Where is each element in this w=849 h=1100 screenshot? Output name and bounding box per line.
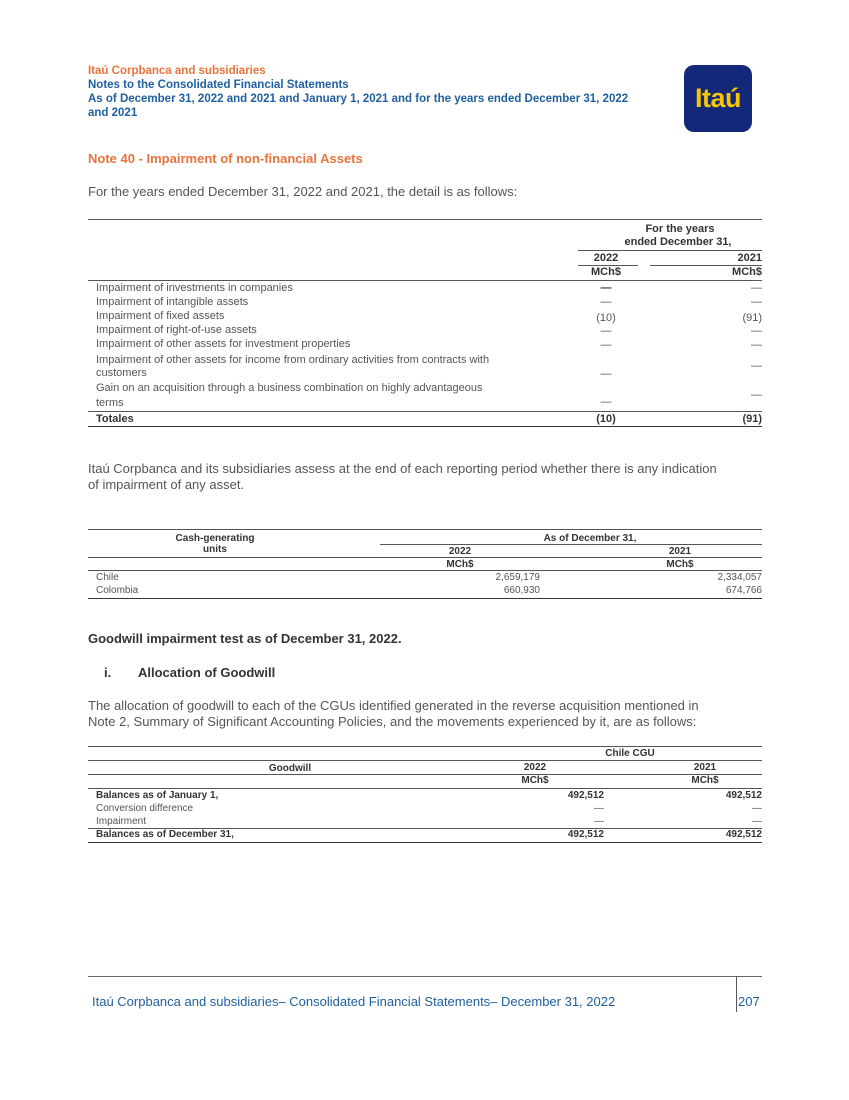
table1-total-rule <box>88 411 762 412</box>
table2-header-rule <box>88 570 762 571</box>
table1-row-2022: — <box>600 368 612 380</box>
table1-col-2021: 2021 <box>737 252 762 264</box>
table2-col-2022: 2022 <box>448 546 472 557</box>
table1-header-rule <box>88 280 762 281</box>
header-period-line1: As of December 31, 2022 and 2021 and January 1, 2021 and for the years ended December 31, 2022 <box>88 93 629 105</box>
table3-bottom-rule <box>88 842 762 843</box>
goodwill-sub-number: i. <box>104 665 112 680</box>
table2-header-left-1: Cash-generating <box>175 533 255 544</box>
header-company: Itaú Corpbanca and subsidiaries <box>88 65 266 77</box>
table3-col-2022: 2022 <box>523 762 547 773</box>
table1-row-2021: — <box>751 360 762 372</box>
table2-unit-2021: MCh$ <box>666 559 694 570</box>
table1-row-2021: — <box>751 339 762 351</box>
table3-row-label: Conversion difference <box>96 803 194 814</box>
table3-header-left: Goodwill <box>268 763 312 774</box>
page-number: 207 <box>738 994 760 1009</box>
table3-row-2022: 492,512 <box>567 790 604 801</box>
table3-row-2021: 492,512 <box>725 790 762 801</box>
table1-col-2022: 2022 <box>593 252 619 264</box>
table2-year-rule <box>88 557 762 558</box>
table3-unit-2022: MCh$ <box>521 775 549 786</box>
table1-row-label-cont: terms <box>96 397 124 409</box>
table1-row-label: Impairment of right-of-use assets <box>96 324 257 336</box>
table1-row-2022: — <box>600 325 612 337</box>
table3-row-2022: 492,512 <box>567 829 604 840</box>
table1-row-label: Impairment of other assets for income from ordinary activities from contracts with <box>96 354 490 366</box>
table1-row-2022: — <box>600 396 612 408</box>
header-subtitle: Notes to the Consolidated Financial Statements <box>88 79 349 91</box>
table2-row-2021: 674,766 <box>725 585 762 596</box>
table1-row-2021: — <box>751 296 762 308</box>
table2-row-2022: 2,659,179 <box>495 572 540 583</box>
table2-col-2021: 2021 <box>668 546 692 557</box>
goodwill-paragraph-line2: Note 2, Summary of Significant Accounting Policies, and the movements experienced by it, are as follows: <box>88 714 697 729</box>
itau-logo <box>684 65 752 132</box>
table1-row-2021: — <box>751 282 762 294</box>
table1-unit-2022: MCh$ <box>591 266 621 278</box>
table1-total-2021: (91) <box>742 413 762 425</box>
table1-unit-2021: MCh$ <box>732 266 762 278</box>
table1-group-header-2: ended December 31, <box>624 236 732 248</box>
header-period-line2: and 2021 <box>88 107 138 119</box>
table3-unit-2021: MCh$ <box>691 775 719 786</box>
table1-row-2022: (10) <box>596 312 616 324</box>
table1-row-2021: (91) <box>742 312 762 324</box>
goodwill-heading: Goodwill impairment test as of December 31, 2022. <box>88 631 402 646</box>
table3-group-header: Chile CGU <box>605 748 655 759</box>
table1-row-label: Impairment of other assets for investment properties <box>96 338 351 350</box>
table1-top-rule <box>88 219 762 220</box>
table1-bottom-rule <box>88 426 762 427</box>
assessment-paragraph-line2: of impairment of any asset. <box>88 477 245 492</box>
table2-group-header: As of December 31, <box>543 533 637 544</box>
table1-group-header-1: For the years <box>645 223 715 235</box>
table2-row-label: Colombia <box>96 585 139 596</box>
logo-text: Itaú <box>694 83 741 113</box>
footer-divider <box>736 976 737 1012</box>
table1-row-label: Impairment of intangible assets <box>96 296 249 308</box>
table2-bottom-rule <box>88 598 762 599</box>
table1-row-2021: — <box>751 325 762 337</box>
table2-group-rule <box>380 544 762 545</box>
table3-header-rule <box>88 788 762 789</box>
table3-row-2021: — <box>752 803 762 814</box>
note-intro: For the years ended December 31, 2022 and 2021, the detail is as follows: <box>88 184 518 199</box>
table1-row-label: Impairment of investments in companies <box>96 282 293 294</box>
table3-row-2021: 492,512 <box>725 829 762 840</box>
table3-col-2021: 2021 <box>693 762 717 773</box>
footer-text: Itaú Corpbanca and subsidiaries– Consolidated Financial Statements– December 31, 2022 <box>92 994 616 1009</box>
goodwill-sub-title: Allocation of Goodwill <box>138 665 276 680</box>
table2-row-2021: 2,334,057 <box>717 572 762 583</box>
table3-row-2021: — <box>752 816 762 827</box>
table1-row-label: Gain on an acquisition through a business combination on highly advantageous <box>96 382 483 394</box>
note-title: Note 40 - Impairment of non-financial Assets <box>88 151 363 166</box>
table1-row-label: Impairment of fixed assets <box>96 310 225 322</box>
table3-row-2022: — <box>594 816 604 827</box>
table2-row-2022: 660,930 <box>503 585 540 596</box>
goodwill-paragraph-line1: The allocation of goodwill to each of the CGUs identified generated in the reverse acquisition mentioned in <box>88 698 699 713</box>
assessment-paragraph-line1: Itaú Corpbanca and its subsidiaries assess at the end of each reporting period whether there is any indication <box>88 461 717 476</box>
table2-header-left-2: units <box>203 544 227 555</box>
table1-total-2022: (10) <box>596 413 616 425</box>
footer-rule <box>88 976 762 977</box>
table3-top-rule <box>88 746 762 747</box>
table1-row-2022: — <box>600 282 612 294</box>
table2-row-label: Chile <box>96 572 119 583</box>
table3-group-rule <box>88 760 762 761</box>
table1-row-2022: — <box>600 296 612 308</box>
table3-row-2022: — <box>594 803 604 814</box>
table2-unit-2022: MCh$ <box>446 559 474 570</box>
table3-row-label: Balances as of January 1, <box>96 790 219 801</box>
table1-total-label: Totales <box>96 413 134 425</box>
table2-top-rule <box>88 529 762 530</box>
table1-row-2022: — <box>600 339 612 351</box>
table1-row-label-cont: customers <box>96 367 147 379</box>
table1-group-rule <box>578 250 762 251</box>
table3-year-rule <box>88 774 762 775</box>
table3-row-label: Impairment <box>96 816 147 827</box>
table1-row-2021: — <box>751 389 762 401</box>
table3-row-label: Balances as of December 31, <box>96 829 234 840</box>
